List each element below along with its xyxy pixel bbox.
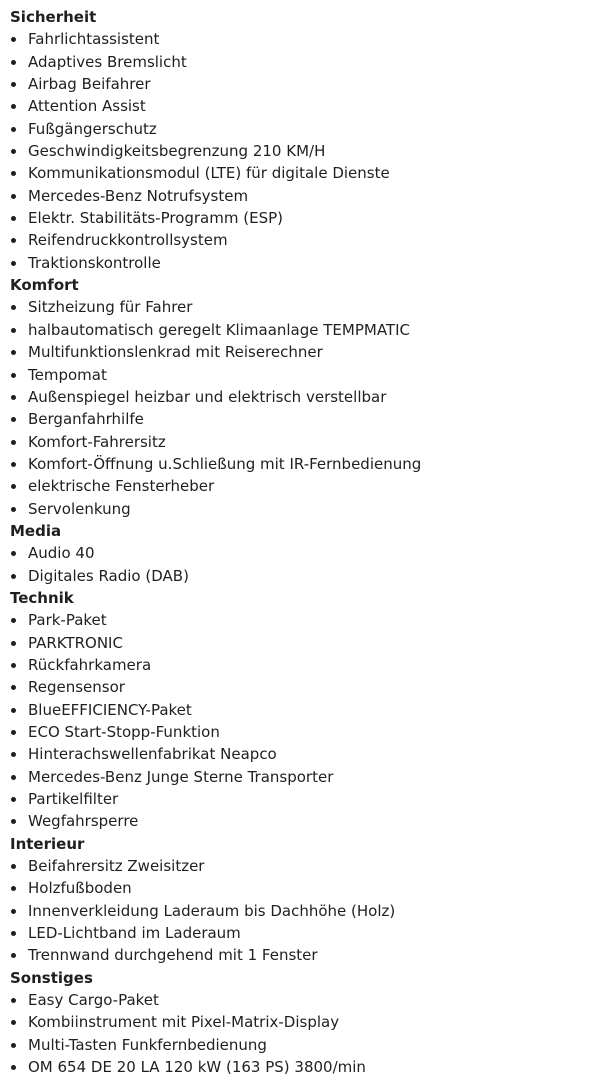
list-item: Außenspiegel heizbar und elektrisch verstellbar xyxy=(10,386,595,408)
list-item: Attention Assist xyxy=(10,95,595,117)
list-item: Hinterachswellenfabrikat Neapco xyxy=(10,743,595,765)
list-item: OM 654 DE 20 LA 120 kW (163 PS) 3800/min xyxy=(10,1056,595,1078)
section-technik xyxy=(10,587,595,833)
list-item: halbautomatisch geregelt Klimaanlage TEMPMATIC xyxy=(10,319,595,341)
section-komfort xyxy=(10,274,595,520)
list-item: Easy Cargo-Paket xyxy=(10,989,595,1011)
list-item: Adaptives Bremslicht xyxy=(10,51,595,73)
list-item: Partikelfilter xyxy=(10,788,595,810)
list-item: Komfort-Öffnung u.Schließung mit IR-Fernbedienung xyxy=(10,453,595,475)
list-item: Tempomat xyxy=(10,364,595,386)
list-item: Innenverkleidung Laderaum bis Dachhöhe (Holz) xyxy=(10,900,595,922)
feature-list-interieur xyxy=(10,855,595,967)
list-item: Komfort-Fahrersitz xyxy=(10,431,595,453)
list-item: Berganfahrhilfe xyxy=(10,408,595,430)
section-sicherheit xyxy=(10,6,595,274)
list-item: Mercedes-Benz Junge Sterne Transporter xyxy=(10,766,595,788)
list-item: Servolenkung xyxy=(10,498,595,520)
list-item: Fußgängerschutz xyxy=(10,118,595,140)
feature-list-technik xyxy=(10,609,595,832)
feature-list-media xyxy=(10,542,595,587)
list-item: Trennwand durchgehend mit 1 Fenster xyxy=(10,944,595,966)
list-item: Multi-Tasten Funkfernbedienung xyxy=(10,1034,595,1056)
list-item: Regensensor xyxy=(10,676,595,698)
section-heading-technik: Technik xyxy=(10,588,74,607)
section-heading-interieur: Interieur xyxy=(10,834,85,853)
list-item: Reifendruckkontrollsystem xyxy=(10,229,595,251)
list-item: Audio 40 xyxy=(10,542,595,564)
list-item: Traktionskontrolle xyxy=(10,252,595,274)
section-sonstiges xyxy=(10,967,595,1079)
list-item: PARKTRONIC xyxy=(10,632,595,654)
list-item: Park-Paket xyxy=(10,609,595,631)
section-heading-sicherheit: Sicherheit xyxy=(10,8,97,26)
list-item: Sitzheizung für Fahrer xyxy=(10,296,595,318)
list-item: Mercedes-Benz Notrufsystem xyxy=(10,185,595,207)
list-item: Wegfahrsperre xyxy=(10,810,595,832)
list-item: Multifunktionslenkrad mit Reiserechner xyxy=(10,341,595,363)
list-item: Digitales Radio (DAB) xyxy=(10,565,595,587)
section-heading-sonstiges: Sonstiges xyxy=(10,968,93,987)
section-interieur xyxy=(10,833,595,967)
list-item: Holzfußboden xyxy=(10,877,595,899)
feature-list-sonstiges xyxy=(10,989,595,1078)
feature-list-sicherheit xyxy=(10,28,595,274)
list-item: Kombiinstrument mit Pixel-Matrix-Display xyxy=(10,1011,595,1033)
list-item: LED-Lichtband im Laderaum xyxy=(10,922,595,944)
list-item: Beifahrersitz Zweisitzer xyxy=(10,855,595,877)
list-item: Geschwindigkeitsbegrenzung 210 KM/H xyxy=(10,140,595,162)
list-item: Fahrlichtassistent xyxy=(10,28,595,50)
list-item: Airbag Beifahrer xyxy=(10,73,595,95)
section-heading-komfort: Komfort xyxy=(10,276,79,295)
section-media xyxy=(10,520,595,587)
list-item: Kommunikationsmodul (LTE) für digitale Dienste xyxy=(10,162,595,184)
list-item: Rückfahrkamera xyxy=(10,654,595,676)
list-item: BlueEFFICIENCY-Paket xyxy=(10,699,595,721)
list-item: Elektr. Stabilitäts-Programm (ESP) xyxy=(10,207,595,229)
list-item: ECO Start-Stopp-Funktion xyxy=(10,721,595,743)
list-item: elektrische Fensterheber xyxy=(10,475,595,497)
section-heading-media: Media xyxy=(10,521,62,540)
feature-list-komfort xyxy=(10,296,595,519)
